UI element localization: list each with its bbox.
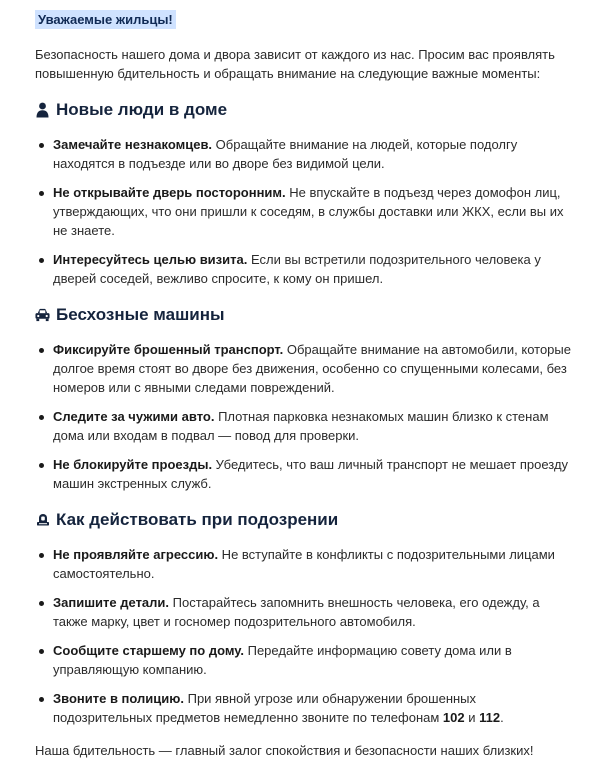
item-bold: Звоните в полицию.	[53, 691, 184, 706]
greeting: Уважаемые жильцы!	[35, 10, 176, 29]
item-bold: Следите за чужими авто.	[53, 409, 215, 424]
section-title: Как действовать при подозрении	[56, 510, 339, 529]
person-icon	[35, 101, 50, 119]
item-text: Постарайтесь запомнить внешность человека, его одежду, а также марку, цвет и госномер подозрительного автомобиля.	[53, 595, 540, 629]
item-text: Передайте информацию совету дома или в управляющую компанию.	[53, 643, 512, 677]
list-item	[53, 135, 572, 173]
item-bold: Не открывайте дверь посторонним.	[53, 185, 286, 200]
phone-number-102: 102	[442, 710, 465, 725]
section-title: Новые люди в доме	[56, 100, 228, 119]
item-bold: Интересуйтесь целью визита.	[53, 252, 248, 267]
list-item	[53, 689, 572, 727]
item-bold: Замечайте незнакомцев.	[53, 137, 213, 152]
item-text: Обращайте внимание на людей, которые подолгу находятся в подъезде или во дворе без видимой цели.	[53, 137, 518, 171]
item-text: Если вы встретили подозрительного человека у дверей соседей, вежливо спросите, к кому он пришел.	[53, 252, 541, 286]
section-heading-suspicion	[35, 509, 572, 531]
list-item	[53, 407, 572, 445]
item-bold: Сообщите старшему по дому.	[53, 643, 244, 658]
item-text: Не впускайте в подъезд через домофон лиц, утверждающих, что они пришли к соседям, в службы доставки или ЖКХ, если вы их не знаете.	[53, 185, 564, 238]
item-text: Убедитесь, что ваш личный транспорт не мешает проезду машин экстренных служб.	[53, 457, 569, 491]
list-new-people	[35, 135, 572, 288]
list-item	[53, 250, 572, 288]
item-text-end: .	[500, 710, 504, 725]
phone-number-112: 112	[479, 710, 501, 725]
section-title: Бесхозные машины	[56, 305, 225, 324]
item-text: Не вступайте в конфликты с подозрительными лицами самостоятельно.	[53, 547, 555, 581]
item-bold: Фиксируйте брошенный транспорт.	[53, 342, 284, 357]
list-abandoned-cars	[35, 340, 572, 493]
list-item	[53, 183, 572, 240]
closing-paragraph: Наша бдительность — главный залог спокойствия и безопасности наших близких!	[35, 743, 534, 758]
list-item	[53, 641, 572, 679]
section-heading-new-people	[35, 99, 572, 121]
list-suspicion-actions	[35, 545, 572, 727]
list-item	[53, 545, 572, 583]
list-item	[53, 340, 572, 397]
item-text-mid: и	[464, 710, 480, 725]
item-bold: Не проявляйте агрессию.	[53, 547, 219, 562]
item-text: Плотная парковка незнакомых машин близко к стенам дома или входам в подвал — повод для проверки.	[53, 409, 549, 443]
section-heading-abandoned-cars	[35, 304, 572, 326]
item-bold: Не блокируйте проезды.	[53, 457, 213, 472]
police-light-icon	[35, 511, 50, 529]
intro-paragraph: Безопасность нашего дома и двора зависит от каждого из нас. Просим вас проявлять повышенную бдительность и обращать внимание на следующие важные моменты:	[35, 47, 555, 81]
item-text: Обращайте внимание на автомобили, которые долгое время стоят во дворе без движения, особенно со спущенными колесами, без номеров или с явными следами повреждений.	[53, 342, 571, 395]
list-item	[53, 593, 572, 631]
item-text: При явной угрозе или обнаружении брошенных подозрительных предметов немедленно звоните по телефонам	[53, 691, 477, 725]
item-bold: Запишите детали.	[53, 595, 170, 610]
list-item	[53, 455, 572, 493]
car-icon	[35, 306, 50, 324]
